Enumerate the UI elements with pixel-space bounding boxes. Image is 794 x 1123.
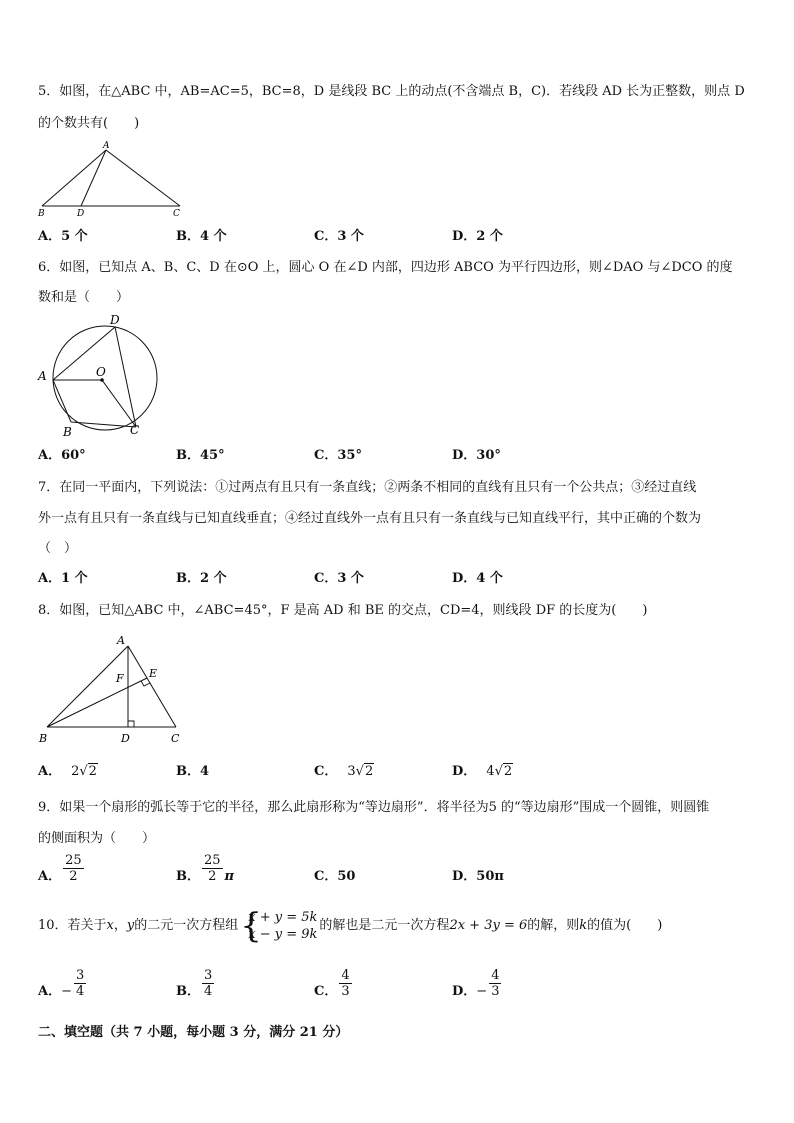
fraction-denominator: 2 <box>69 869 78 884</box>
option-label: D． <box>452 984 477 999</box>
q7-option-d[interactable] <box>452 570 503 588</box>
q5-options <box>38 228 598 246</box>
fraction-denominator: 3 <box>341 984 350 999</box>
q6-text-line1: 6．如图，已知点 A、B、C、D 在⊙O 上，圆心 O 在∠D 内部，四边形 ABCO 为平行四边形，则∠DAO 与∠DCO 的度 <box>38 260 733 275</box>
option-text: 4 个 <box>200 229 227 244</box>
section-heading: 二、填空题（共 7 小题，每小题 3 分，满分 21 分） <box>38 1025 349 1040</box>
option-label: D． <box>452 764 477 779</box>
q9-option-a[interactable] <box>38 853 86 886</box>
option-label: D． <box>452 571 477 586</box>
fraction-numerator: 3 <box>76 968 85 983</box>
option-text: 35° <box>337 448 362 463</box>
option-text: 60° <box>61 448 86 463</box>
option-label: A． <box>38 984 62 999</box>
q10-equation: 2x + 3y = 6 <box>449 918 528 933</box>
option-label: D． <box>452 448 477 463</box>
q8-label-b: B <box>39 732 48 745</box>
equation-row: x − y = 9k <box>248 926 318 942</box>
q10-var-x: x <box>106 918 114 933</box>
option-radicand: 2 <box>503 764 513 779</box>
q9-text-line1: 9．如果一个扇形的弧长等于它的半径，那么此扇形称为“等边扇形”．将半径为5 的“等边扇形”围成一个圆锥，则圆锥 <box>38 800 710 815</box>
equation-row: x + y = 5k <box>248 909 318 925</box>
q10-mid3: 的解，则 <box>527 918 580 933</box>
fraction-numerator: 4 <box>341 968 350 983</box>
option-label: D． <box>452 869 477 884</box>
fraction <box>489 968 501 999</box>
q10-var-k: k <box>579 918 588 933</box>
option-label: A． <box>38 869 62 884</box>
q5-text-line2: 的个数共有( ) <box>38 116 140 131</box>
option-label: C． <box>314 571 338 586</box>
option-sign: − <box>61 984 72 999</box>
q6-options <box>38 447 598 465</box>
sqrt-symbol: √2 <box>355 764 374 779</box>
option-label: B． <box>176 571 200 586</box>
fraction-numerator: 25 <box>204 853 221 868</box>
q10-option-b[interactable] <box>176 968 216 1001</box>
option-label: C． <box>314 448 338 463</box>
q9-option-c[interactable] <box>314 868 355 886</box>
q10-mid2: 的解也是二元一次方程 <box>319 918 450 933</box>
q7-option-b[interactable] <box>176 570 227 588</box>
q6-label-b: B <box>63 425 72 439</box>
q9-option-b[interactable] <box>176 853 235 886</box>
q10-mid: 的二元一次方程组 <box>134 918 239 933</box>
q5-label-a: A <box>103 141 110 151</box>
q8-label-d: D <box>121 732 130 745</box>
q9-text-line2: 的侧面积为（ ） <box>38 831 156 846</box>
option-text: 4 个 <box>476 571 503 586</box>
q10-options <box>38 968 598 1009</box>
q5-triangle-figure <box>34 140 194 220</box>
q8-option-a[interactable] <box>38 763 98 781</box>
equation-system <box>240 905 318 946</box>
fraction-denominator: 4 <box>76 984 85 999</box>
q5-label-d: D <box>77 209 85 219</box>
option-label: C． <box>314 229 338 244</box>
option-label: B． <box>176 229 200 244</box>
q8-label-c: C <box>171 732 180 745</box>
q5-label-c: C <box>173 209 180 219</box>
q6-option-c[interactable] <box>314 447 362 465</box>
sqrt-symbol: √2 <box>494 764 513 779</box>
q10-prefix: 10．若关于 <box>38 918 107 933</box>
q5-option-c[interactable] <box>314 228 364 246</box>
q6-option-b[interactable] <box>176 447 225 465</box>
fraction <box>202 853 223 884</box>
q7-option-c[interactable] <box>314 570 364 588</box>
sqrt-symbol: √2 <box>79 764 97 779</box>
q5-option-b[interactable] <box>176 228 227 246</box>
q7-text-line1: 7．在同一平面内，下列说法：①过两点有且只有一条直线；②两条不相同的直线有且只有一个公共点；③经过直线 <box>38 480 697 495</box>
q6-option-d[interactable] <box>452 447 501 465</box>
q8-option-b[interactable] <box>176 763 209 781</box>
option-coef: 4 <box>486 764 495 779</box>
option-text: 30° <box>476 448 501 463</box>
q8-option-c[interactable] <box>314 763 374 781</box>
q9-option-d[interactable] <box>452 868 504 886</box>
q10-text <box>38 906 662 946</box>
fraction-numerator: 3 <box>204 968 213 983</box>
fraction <box>202 968 214 999</box>
option-label: C． <box>314 869 338 884</box>
q8-text-line1: 8．如图，已知△ABC 中，∠ABC=45°，F 是高 AD 和 BE 的交点，CD=4，则线段 DF 的长度为( ) <box>38 603 648 618</box>
q7-text-line3: （ ） <box>38 541 78 556</box>
option-radicand: 2 <box>88 764 97 779</box>
fraction-denominator: 4 <box>204 984 213 999</box>
q6-label-o: O <box>96 365 106 379</box>
option-label: B． <box>176 869 200 884</box>
fraction <box>63 853 84 884</box>
q8-label-a: A <box>117 634 125 647</box>
q6-option-a[interactable] <box>38 447 86 465</box>
option-text: 3 个 <box>337 229 364 244</box>
q5-option-a[interactable] <box>38 228 88 246</box>
option-label: B． <box>176 448 200 463</box>
q8-label-f: F <box>116 672 124 685</box>
option-coef: 3 <box>347 764 356 779</box>
pi-symbol: π <box>224 869 235 884</box>
option-label: A． <box>38 764 62 779</box>
q5-text-line1: 5．如图，在△ABC 中，AB=AC=5，BC=8，D 是线段 BC 上的动点(不含端点 B，C)．若线段 AD 长为正整数，则点 D <box>38 84 745 99</box>
option-label: B． <box>176 764 200 779</box>
fraction-denominator: 3 <box>491 984 500 999</box>
option-coef: 2 <box>71 764 80 779</box>
option-text: 4 <box>200 764 210 779</box>
q10-option-d[interactable] <box>452 968 503 1001</box>
brace-symbol: { <box>240 905 262 946</box>
fraction-denominator: 2 <box>208 869 217 884</box>
option-text: 3 个 <box>337 571 364 586</box>
q6-label-a: A <box>38 369 47 383</box>
q6-circle-figure <box>34 310 164 440</box>
option-text: 5 个 <box>61 229 88 244</box>
q6-label-d: D <box>110 313 120 327</box>
q5-option-d[interactable] <box>452 228 503 246</box>
option-text: 1 个 <box>61 571 88 586</box>
fraction-numerator: 25 <box>65 853 82 868</box>
option-label: D． <box>452 229 477 244</box>
q8-option-d[interactable] <box>452 763 513 781</box>
option-text: 50π <box>476 869 504 884</box>
q10-option-a[interactable] <box>38 968 88 1001</box>
fraction <box>339 968 351 999</box>
q7-option-a[interactable] <box>38 570 88 588</box>
option-label: A． <box>38 448 62 463</box>
fraction <box>74 968 86 999</box>
q10-sep: ， <box>113 918 127 933</box>
option-radicand: 2 <box>364 764 374 779</box>
q10-var-y: y <box>126 918 135 933</box>
option-text: 50 <box>337 869 356 884</box>
fraction-numerator: 4 <box>491 968 500 983</box>
q6-label-c: C <box>130 423 140 437</box>
option-text: 2 个 <box>476 229 503 244</box>
q8-triangle-figure <box>34 632 194 746</box>
option-text: 2 个 <box>200 571 227 586</box>
q6-text-line2: 数和是（ ） <box>38 290 130 305</box>
option-label: A． <box>38 571 62 586</box>
option-label: A． <box>38 229 62 244</box>
q8-label-e: E <box>149 667 158 680</box>
q7-text-line2: 外一点有且只有一条直线与已知直线垂直；④经过直线外一点有且只有一条直线与已知直线平行，其中正确的个数为 <box>38 511 702 526</box>
q8-options <box>38 763 598 781</box>
q10-suffix: 的值为( ) <box>587 918 663 933</box>
q10-option-c[interactable] <box>314 968 354 1001</box>
q5-label-b: B <box>38 209 45 219</box>
option-label: C． <box>314 764 338 779</box>
q9-options <box>38 853 598 894</box>
option-label: C． <box>314 984 338 999</box>
q7-options <box>38 570 598 588</box>
option-text: 45° <box>200 448 225 463</box>
option-label: B． <box>176 984 200 999</box>
option-sign: − <box>476 984 488 999</box>
